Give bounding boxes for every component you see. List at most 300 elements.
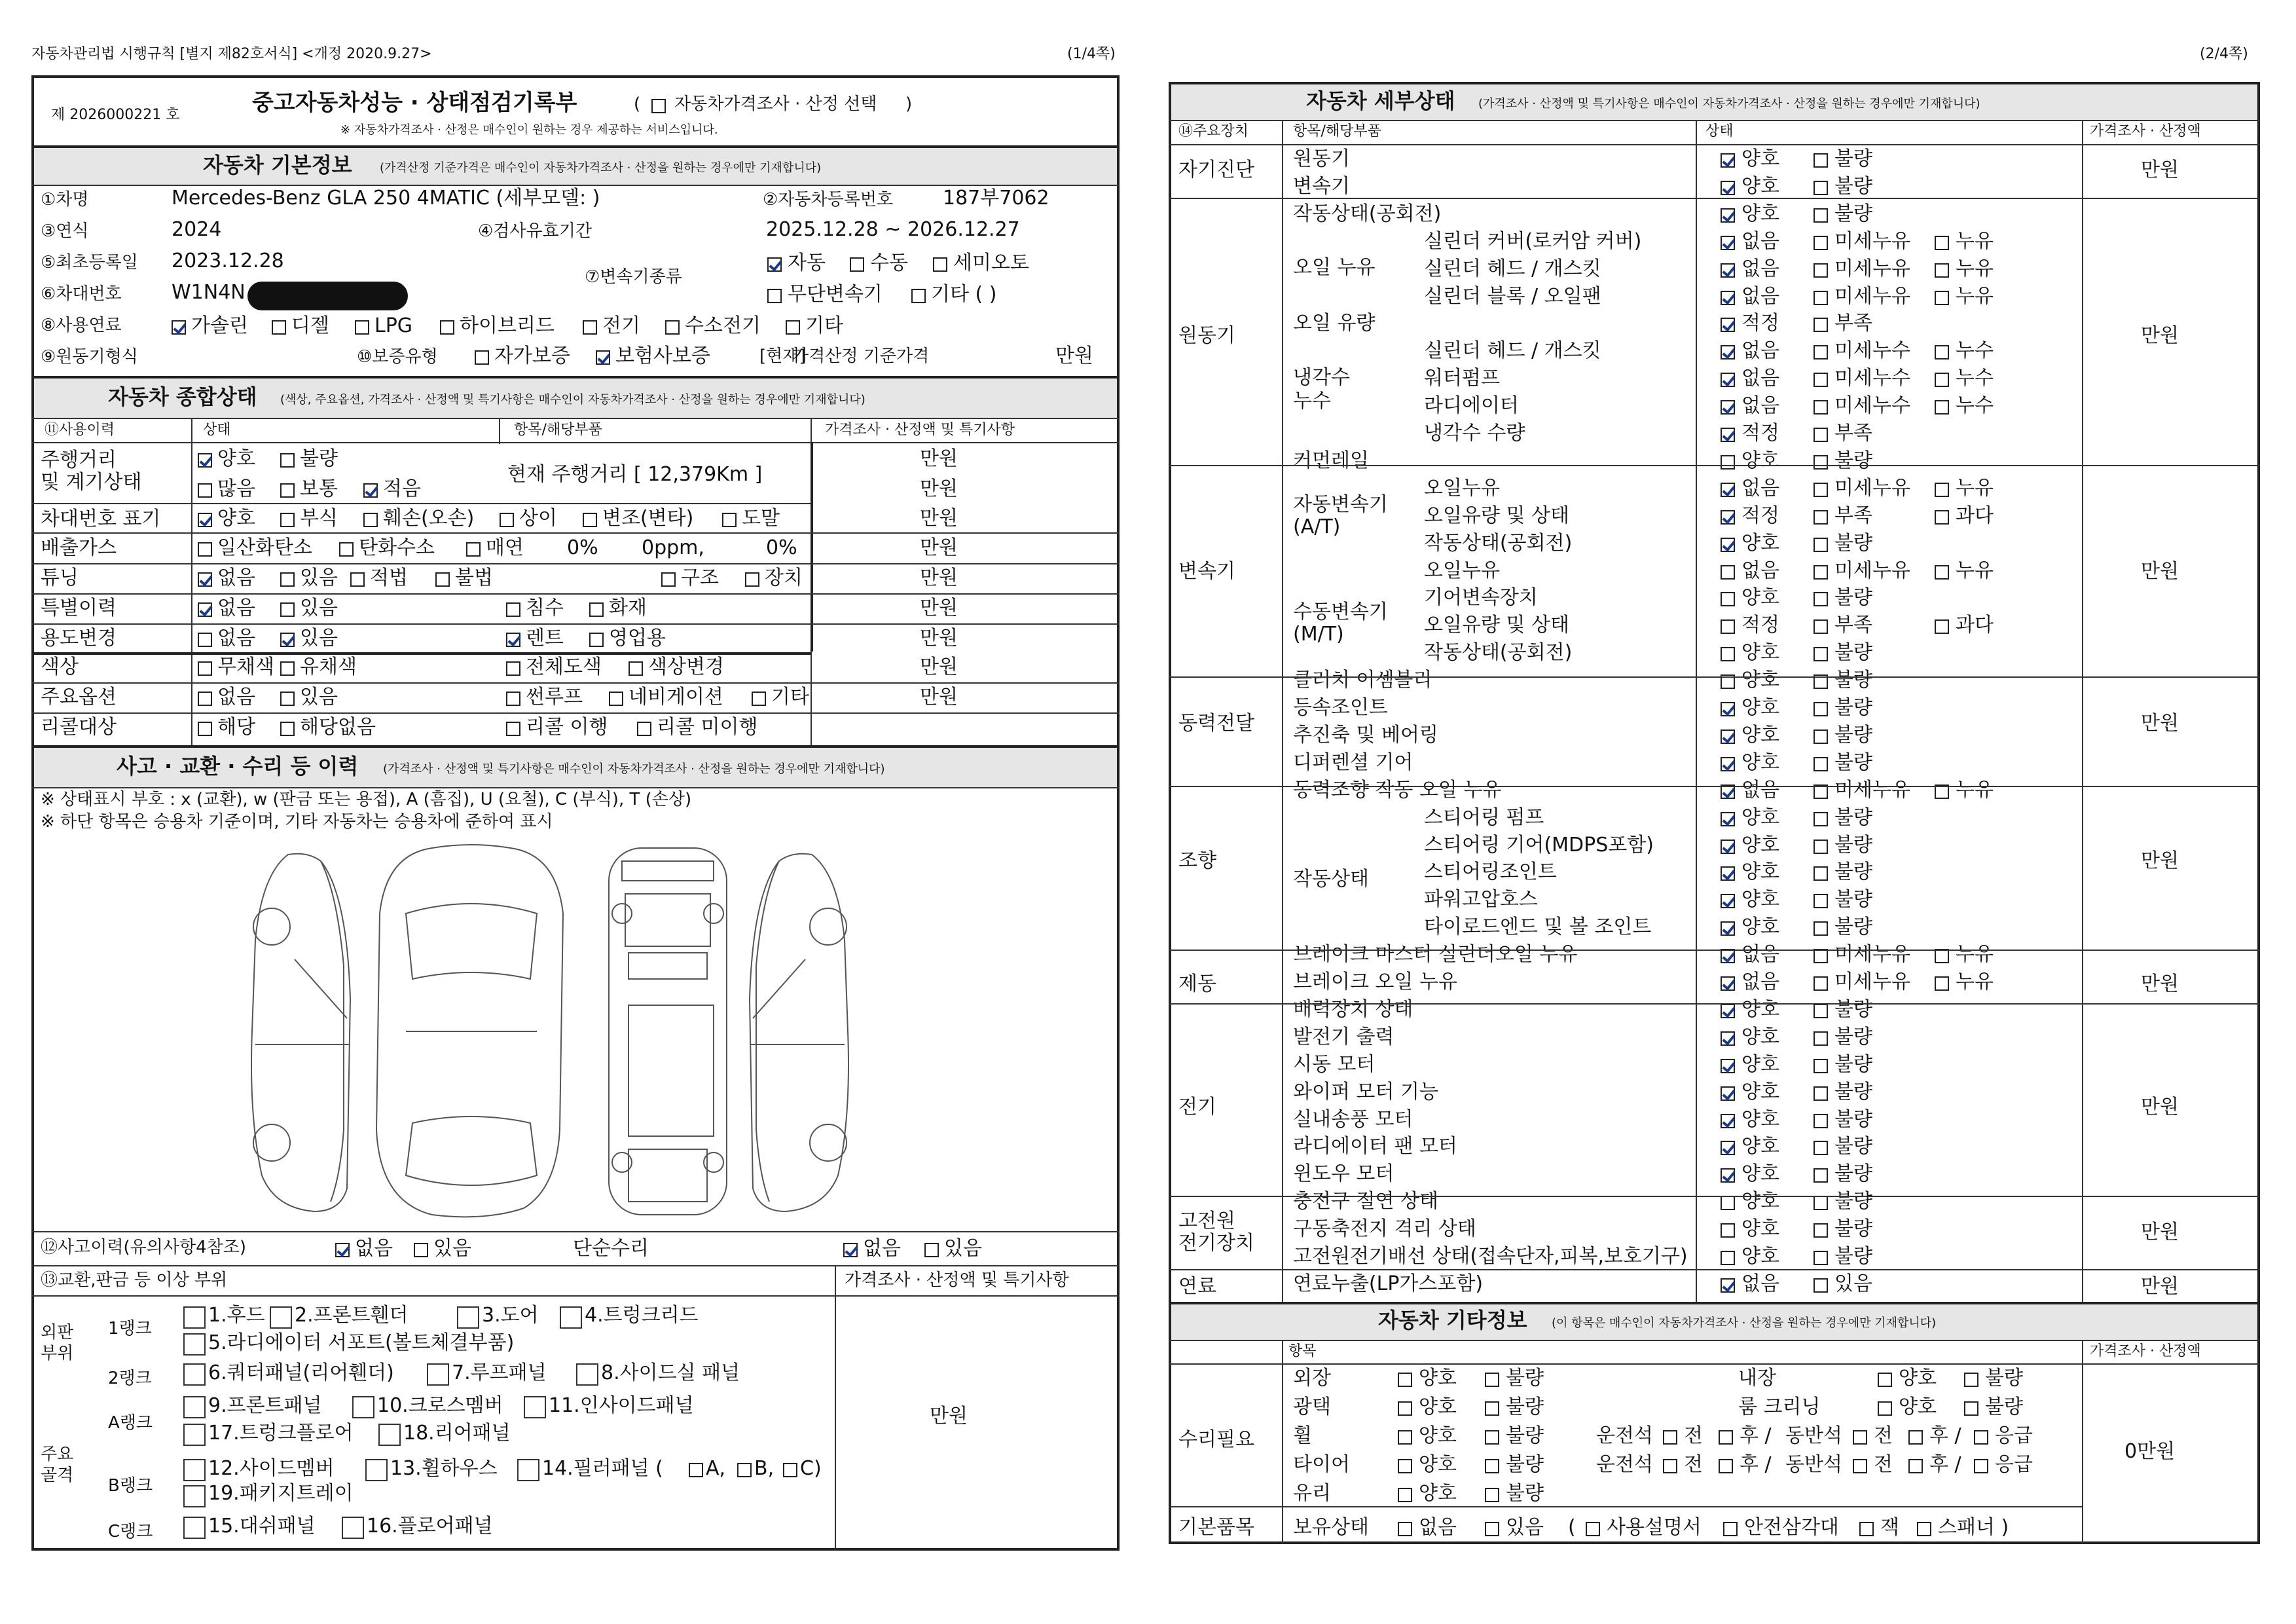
other-interior-bad-checkbox[interactable] (1964, 1373, 1978, 1387)
usage-business-label: 영업용 (609, 627, 666, 650)
mt-level-lack-checkbox[interactable] (1813, 619, 1828, 634)
at-level-lack-label: 부족 (1834, 504, 1872, 527)
simple-repair-exist-label: 있음 (944, 1237, 982, 1260)
coolant-level-proper-checkbox[interactable] (1721, 428, 1735, 442)
cyl-cover-leak-checkbox[interactable] (1935, 236, 1949, 250)
reg-number-value: 187부7062 (943, 187, 1049, 210)
tuning-label: 튜닝 (41, 566, 79, 589)
cyl-cover-none-checkbox[interactable] (1721, 236, 1735, 250)
simple-repair-none-checkbox[interactable] (843, 1243, 858, 1257)
fuel-leak-exist-checkbox[interactable] (1813, 1278, 1828, 1293)
tuning-legal-checkbox[interactable] (350, 572, 365, 587)
other-wheel-bad-checkbox[interactable] (1485, 1430, 1499, 1445)
part-4-box[interactable] (560, 1306, 582, 1329)
accident-none-checkbox[interactable] (335, 1243, 350, 1257)
price-base-bracket: [현재] (759, 346, 806, 366)
tie-rod-good-checkbox[interactable] (1721, 921, 1735, 936)
triangle-checkbox[interactable] (1723, 1522, 1738, 1536)
other-exterior-good-checkbox[interactable] (1398, 1373, 1412, 1387)
part-9-box[interactable] (183, 1396, 206, 1418)
hv-wire-bad-checkbox[interactable] (1813, 1251, 1828, 1265)
part-7-box[interactable] (427, 1363, 449, 1386)
vin-corrode-checkbox[interactable] (280, 513, 295, 527)
charge-ins-bad-checkbox[interactable] (1813, 1196, 1828, 1210)
window-bad-label: 불량 (1834, 1162, 1872, 1185)
vin-damaged-checkbox[interactable] (363, 513, 378, 527)
gauge-label: 및 계기상태 (41, 471, 142, 494)
window-good-checkbox[interactable] (1721, 1168, 1735, 1183)
manual-label: 사용설명서 (1607, 1516, 1702, 1539)
cyl-block-minor-leak-checkbox[interactable] (1813, 291, 1828, 305)
options-exist-checkbox[interactable] (280, 692, 295, 706)
diff-bad-checkbox[interactable] (1813, 757, 1828, 771)
part-2-box[interactable] (270, 1306, 292, 1329)
cyl-head2-water-checkbox[interactable] (1935, 345, 1949, 360)
item-at-leak: 오일누유 (1424, 477, 1500, 500)
other-room-bad-checkbox[interactable] (1964, 1401, 1978, 1416)
window-bad-checkbox[interactable] (1813, 1168, 1828, 1183)
other-wheel-bad-label: 불량 (1506, 1424, 1544, 1447)
pw-hose-good-checkbox[interactable] (1721, 894, 1735, 908)
part-19-box[interactable] (183, 1485, 206, 1507)
fuel-h2-checkbox[interactable] (665, 320, 680, 335)
color-chromatic-checkbox[interactable] (280, 661, 295, 676)
cyl-head-none-checkbox[interactable] (1721, 263, 1735, 278)
tuning-exist-label: 있음 (300, 566, 338, 589)
wheel-driver-front-checkbox[interactable] (1663, 1430, 1677, 1445)
special-fire-checkbox[interactable] (589, 602, 604, 617)
tire-driver-rear-checkbox[interactable] (1719, 1459, 1733, 1473)
pw-hose-bad-checkbox[interactable] (1813, 894, 1828, 908)
options-none-checkbox[interactable] (198, 692, 212, 706)
other-glass-bad-checkbox[interactable] (1485, 1488, 1499, 1502)
part-16-box[interactable] (342, 1517, 364, 1539)
part-15-box[interactable] (183, 1517, 206, 1539)
wheel-emergency-checkbox[interactable] (1974, 1430, 1988, 1445)
trans-auto-checkbox[interactable] (767, 257, 782, 272)
cv-bad-checkbox[interactable] (1813, 702, 1828, 716)
st-pump-bad-label: 불량 (1834, 806, 1872, 829)
prop-bad-checkbox[interactable] (1813, 729, 1828, 744)
mt-gear-bad-checkbox[interactable] (1813, 592, 1828, 606)
mt-leak-leak-label: 누유 (1956, 559, 1994, 582)
at-leak-minor-leak-checkbox[interactable] (1813, 483, 1828, 497)
engine-item-bad-label: 불량 (1834, 147, 1872, 170)
mt-leak-none-label: 없음 (1741, 559, 1779, 582)
mt-leak-minor-leak-checkbox[interactable] (1813, 565, 1828, 580)
prop-good-checkbox[interactable] (1721, 729, 1735, 744)
at-level-proper-checkbox[interactable] (1721, 510, 1735, 525)
radiator-none-checkbox[interactable] (1721, 400, 1735, 415)
emission-smoke-checkbox[interactable] (466, 542, 481, 557)
radiator-water-checkbox[interactable] (1935, 400, 1949, 415)
tire-pass-rear-label: 후 / (1929, 1453, 1961, 1476)
other-exterior-bad-checkbox[interactable] (1485, 1373, 1499, 1387)
other-interior-bad-label: 불량 (1985, 1367, 2023, 1390)
item-diff: 디퍼렌셜 기어 (1293, 751, 1413, 774)
mt-level-lack-label: 부족 (1834, 614, 1872, 637)
st-joint-bad-checkbox[interactable] (1813, 866, 1828, 881)
recall-not-checkbox[interactable] (637, 722, 651, 736)
br-oil-minor-leak-checkbox[interactable] (1813, 976, 1828, 991)
part-3-box[interactable] (457, 1306, 479, 1329)
engine-item-good-checkbox[interactable] (1721, 153, 1735, 168)
sub-coolant-2: 누수 (1293, 390, 1331, 413)
color-fullpaint-checkbox[interactable] (506, 661, 520, 676)
blower-bad-checkbox[interactable] (1813, 1114, 1828, 1128)
cyl-block-leak-label: 누유 (1956, 285, 1994, 308)
item-engine-item: 원동기 (1293, 147, 1350, 170)
recall-applicable-checkbox[interactable] (198, 722, 212, 736)
at-leak-none-checkbox[interactable] (1721, 483, 1735, 497)
at-level-lack-checkbox[interactable] (1813, 510, 1828, 525)
hv-wire-bad-label: 불량 (1834, 1245, 1872, 1268)
tire-pass-rear-checkbox[interactable] (1908, 1459, 1923, 1473)
radiator-minor-water-checkbox[interactable] (1813, 400, 1828, 415)
water-pump-minor-water-checkbox[interactable] (1813, 373, 1828, 387)
br-master-none-checkbox[interactable] (1721, 949, 1735, 963)
outer-panel-label-1: 외판 (41, 1323, 74, 1342)
fuel-ev-checkbox[interactable] (583, 320, 597, 335)
mt-gear-good-checkbox[interactable] (1721, 592, 1735, 606)
st-gear-good-checkbox[interactable] (1721, 840, 1735, 854)
wiper-good-checkbox[interactable] (1721, 1086, 1735, 1101)
cyl-block-none-label: 없음 (1741, 285, 1779, 308)
simple-repair-exist-checkbox[interactable] (924, 1243, 939, 1257)
br-oil-none-checkbox[interactable] (1721, 976, 1735, 991)
pillar-a-checkbox[interactable] (689, 1463, 703, 1477)
tie-rod-bad-checkbox[interactable] (1813, 921, 1828, 936)
tire-pass-front-checkbox[interactable] (1853, 1459, 1867, 1473)
trans-cvt-checkbox[interactable] (767, 289, 782, 303)
diff-good-label: 양호 (1741, 751, 1779, 774)
bat-iso-bad-checkbox[interactable] (1813, 1223, 1828, 1238)
other-room-bad-label: 불량 (1985, 1395, 2023, 1418)
usage-rent-checkbox[interactable] (506, 633, 520, 647)
mt-op-good-checkbox[interactable] (1721, 647, 1735, 661)
color-change-checkbox[interactable] (629, 661, 643, 676)
part-radiator-support: 5.라디에이터 서포트(볼트체결부품) (208, 1331, 515, 1354)
trans-item-good-label: 양호 (1741, 175, 1779, 198)
charge-ins-good-checkbox[interactable] (1721, 1196, 1735, 1210)
recall-done-checkbox[interactable] (506, 722, 520, 736)
options-sunroof-checkbox[interactable] (506, 692, 520, 706)
vin-diff-checkbox[interactable] (500, 513, 514, 527)
recall-not-label: 리콜 미이행 (657, 716, 758, 739)
spanner-checkbox[interactable] (1917, 1522, 1931, 1536)
other-gloss-bad-label: 불량 (1506, 1395, 1544, 1418)
other-glass-good-checkbox[interactable] (1398, 1488, 1412, 1502)
mileage-many-checkbox[interactable] (198, 483, 212, 498)
overall-col-item: 항목/해당부품 (514, 422, 602, 438)
br-master-leak-checkbox[interactable] (1935, 949, 1949, 963)
alt-bad-checkbox[interactable] (1813, 1031, 1828, 1046)
st-pump-bad-checkbox[interactable] (1813, 812, 1828, 826)
diff-good-checkbox[interactable] (1721, 757, 1735, 771)
starter-good-checkbox[interactable] (1721, 1059, 1735, 1073)
fuel-gasoline-checkbox[interactable] (172, 320, 186, 335)
manual-checkbox[interactable] (1586, 1522, 1600, 1536)
fuel-hybrid-checkbox[interactable] (440, 320, 454, 335)
br-master-minor-leak-label: 미세누유 (1834, 943, 1910, 966)
accident-exist-label: 있음 (433, 1237, 471, 1260)
clutch-good-label: 양호 (1741, 669, 1779, 692)
inspection-value: 2025.12.28 ~ 2026.12.27 (766, 218, 1020, 241)
detail-col-device: ⑭주요장치 (1178, 123, 1249, 139)
emission-hc-checkbox[interactable] (339, 542, 354, 557)
ps-leak-leak-label: 누유 (1956, 779, 1994, 802)
blower-good-label: 양호 (1741, 1108, 1779, 1131)
other-tire-good-checkbox[interactable] (1398, 1459, 1412, 1473)
pillar-b-label: B, (754, 1457, 774, 1480)
possess-none-checkbox[interactable] (1398, 1522, 1412, 1536)
triangle-label: 안전삼각대 (1744, 1516, 1839, 1539)
mileage-normal-checkbox[interactable] (280, 483, 295, 498)
options-other-checkbox[interactable] (752, 692, 766, 706)
other-glass-bad-label: 불량 (1506, 1482, 1544, 1505)
item-br-oil: 브레이크 오일 누유 (1293, 970, 1457, 993)
st-joint-good-checkbox[interactable] (1721, 866, 1735, 881)
other-room-good-label: 양호 (1899, 1395, 1937, 1418)
accident-exist-checkbox[interactable] (414, 1243, 428, 1257)
usage-business-checkbox[interactable] (589, 633, 604, 647)
at-op-bad-label: 불량 (1834, 532, 1872, 555)
jack-checkbox[interactable] (1859, 1522, 1874, 1536)
mileage-good-checkbox[interactable] (198, 453, 212, 468)
tuning-device-checkbox[interactable] (745, 572, 759, 587)
doc-number: 제 2026000221 호 (51, 107, 180, 123)
possess-paren: ( (1568, 1516, 1576, 1539)
tuning-structure-checkbox[interactable] (661, 572, 676, 587)
other-wheel-good-checkbox[interactable] (1398, 1430, 1412, 1445)
part-8-box[interactable] (576, 1363, 598, 1386)
accident-heading: 사고 · 교환 · 수리 등 이력 (117, 754, 359, 779)
cyl-block-none-checkbox[interactable] (1721, 291, 1735, 305)
basic-info-heading: 자동차 기본정보 (203, 153, 352, 177)
mt-op-good-label: 양호 (1741, 641, 1779, 664)
won-1: 만원 (920, 447, 958, 470)
alt-good-checkbox[interactable] (1721, 1031, 1735, 1046)
cyl-head2-none-checkbox[interactable] (1721, 345, 1735, 360)
fuel-diesel-checkbox[interactable] (272, 320, 286, 335)
cyl-head-minor-leak-checkbox[interactable] (1813, 263, 1828, 278)
op-cold-good-checkbox[interactable] (1721, 208, 1735, 223)
trans-manual-checkbox[interactable] (850, 257, 864, 272)
pillar-b-checkbox[interactable] (737, 1463, 752, 1477)
mt-leak-leak-checkbox[interactable] (1935, 565, 1949, 580)
rank-a-label: A랭크 (108, 1413, 153, 1433)
emission-pct-2: 0% (766, 536, 797, 559)
other-interior-good-checkbox[interactable] (1878, 1373, 1892, 1387)
special-exist-checkbox[interactable] (280, 602, 295, 617)
vin-stolen-checkbox[interactable] (722, 513, 737, 527)
cyl-head2-minor-water-checkbox[interactable] (1813, 345, 1828, 360)
st-gear-bad-checkbox[interactable] (1813, 840, 1828, 854)
group-electric: 전기 (1178, 1096, 1216, 1118)
jack-label: 잭 (1880, 1516, 1899, 1539)
fuel-gasoline-label: 가솔린 (191, 314, 248, 337)
at-level-excess-checkbox[interactable] (1935, 510, 1949, 525)
tire-driver-front-checkbox[interactable] (1663, 1459, 1677, 1473)
mileage-few-label: 적음 (383, 477, 421, 500)
prop-good-label: 양호 (1741, 724, 1779, 747)
detail-col-item: 항목/해당부품 (1293, 123, 1381, 139)
cyl-cover-minor-leak-checkbox[interactable] (1813, 236, 1828, 250)
special-flood-checkbox[interactable] (506, 602, 520, 617)
wheel-driver-rear-checkbox[interactable] (1719, 1430, 1733, 1445)
trans-item-bad-checkbox[interactable] (1813, 181, 1828, 195)
part-18-box[interactable] (378, 1424, 401, 1446)
mileage-bad-checkbox[interactable] (280, 453, 295, 468)
car-name-value: Mercedes-Benz GLA 250 4MATIC (세부모델: ) (172, 187, 600, 210)
recall-na-checkbox[interactable] (280, 722, 295, 736)
cv-good-label: 양호 (1741, 696, 1779, 719)
vin-good-checkbox[interactable] (198, 513, 212, 527)
common-rail-bad-label: 불량 (1834, 449, 1872, 472)
cyl-head-leak-checkbox[interactable] (1935, 263, 1949, 278)
st-pump-good-checkbox[interactable] (1721, 812, 1735, 826)
other-room-good-checkbox[interactable] (1878, 1401, 1892, 1416)
part-13-box[interactable] (365, 1459, 388, 1481)
fuel-other-checkbox[interactable] (786, 320, 800, 335)
br-oil-leak-checkbox[interactable] (1935, 976, 1949, 991)
common-rail-good-checkbox[interactable] (1721, 455, 1735, 470)
group-brake: 제동 (1178, 972, 1216, 995)
part-door: 3.도어 (482, 1304, 539, 1327)
booster-bad-checkbox[interactable] (1813, 1004, 1828, 1018)
paren-close: ) (905, 94, 913, 114)
part-1-box[interactable] (183, 1306, 206, 1329)
oil-level-proper-checkbox[interactable] (1721, 318, 1735, 332)
color-achromatic-checkbox[interactable] (198, 661, 212, 676)
part-11-box[interactable] (524, 1396, 546, 1418)
mt-gear-bad-label: 불량 (1834, 586, 1872, 609)
common-rail-bad-checkbox[interactable] (1813, 455, 1828, 470)
part-6-box[interactable] (183, 1363, 206, 1386)
water-pump-water-checkbox[interactable] (1935, 373, 1949, 387)
fan-good-checkbox[interactable] (1721, 1141, 1735, 1155)
part-10-box[interactable] (352, 1396, 374, 1418)
part-trunk-floor: 17.트렁크플로어 (208, 1422, 354, 1445)
tuning-exist-checkbox[interactable] (280, 572, 295, 587)
pw-hose-good-label: 양호 (1741, 888, 1779, 911)
other-gloss-bad-checkbox[interactable] (1485, 1401, 1499, 1416)
emission-smoke-label: 매연 (486, 536, 524, 559)
water-pump-none-checkbox[interactable] (1721, 373, 1735, 387)
oil-level-lack-label: 부족 (1834, 312, 1872, 335)
emission-co-checkbox[interactable] (198, 542, 212, 557)
tuning-none-checkbox[interactable] (198, 572, 212, 587)
st-gear-bad-label: 불량 (1834, 834, 1872, 857)
item-common-rail: 커먼레일 (1293, 449, 1369, 472)
other-gloss-good-checkbox[interactable] (1398, 1401, 1412, 1416)
possess-exist-checkbox[interactable] (1485, 1522, 1499, 1536)
price-check-select-checkbox[interactable] (651, 99, 666, 113)
starter-bad-checkbox[interactable] (1813, 1059, 1828, 1073)
coolant-level-lack-checkbox[interactable] (1813, 428, 1828, 442)
pillar-a-label: A, (706, 1457, 726, 1480)
mileage-few-checkbox[interactable] (363, 483, 378, 498)
wheel-pass-rear-checkbox[interactable] (1908, 1430, 1923, 1445)
trans-auto-label: 자동 (788, 251, 826, 274)
tuning-illegal-label: 불법 (455, 566, 493, 589)
oil-level-lack-checkbox[interactable] (1813, 318, 1828, 332)
cv-good-checkbox[interactable] (1721, 702, 1735, 716)
charge-ins-bad-label: 불량 (1834, 1190, 1872, 1213)
item-st-joint: 스티어링조인트 (1424, 860, 1557, 883)
part-5-box[interactable] (183, 1333, 206, 1356)
warranty-insurance-checkbox[interactable] (596, 350, 610, 365)
part-12-box[interactable] (183, 1459, 206, 1481)
hv-wire-good-checkbox[interactable] (1721, 1251, 1735, 1265)
options-navi-checkbox[interactable] (609, 692, 623, 706)
inspection-label: ④검사유효기간 (478, 221, 592, 241)
mileage-label: 주행거리 (41, 449, 117, 471)
op-cold-bad-checkbox[interactable] (1813, 208, 1828, 223)
trans-semi-checkbox[interactable] (933, 257, 947, 272)
fuel-label: ⑧사용연료 (41, 316, 122, 335)
tire-emergency-checkbox[interactable] (1974, 1459, 1988, 1473)
recall-applicable-label: 해당 (217, 716, 255, 739)
part-14-box[interactable] (517, 1459, 539, 1481)
special-exist-label: 있음 (300, 597, 338, 619)
trans-item-good-checkbox[interactable] (1721, 181, 1735, 195)
clutch-bad-label: 불량 (1834, 669, 1872, 692)
group-transmission: 변속기 (1178, 560, 1235, 583)
engine-item-bad-checkbox[interactable] (1813, 153, 1828, 168)
cyl-block-leak-checkbox[interactable] (1935, 291, 1949, 305)
other-wheel-label: 휠 (1293, 1424, 1312, 1447)
usage-none-checkbox[interactable] (198, 633, 212, 647)
mt-level-excess-checkbox[interactable] (1935, 619, 1949, 634)
trans-other-checkbox[interactable] (911, 289, 926, 303)
item-wiper: 와이퍼 모터 기능 (1293, 1080, 1438, 1103)
blower-good-checkbox[interactable] (1721, 1114, 1735, 1128)
pillar-c-checkbox[interactable] (783, 1463, 797, 1477)
item-trans-item: 변속기 (1293, 175, 1350, 198)
warranty-self-checkbox[interactable] (475, 350, 489, 365)
vin-altered-checkbox[interactable] (583, 513, 597, 527)
prop-bad-label: 불량 (1834, 724, 1872, 747)
bat-iso-good-checkbox[interactable] (1721, 1223, 1735, 1238)
other-wheel-passenger-label: 동반석 (1785, 1424, 1842, 1447)
at-op-bad-checkbox[interactable] (1813, 538, 1828, 552)
wiper-bad-checkbox[interactable] (1813, 1086, 1828, 1101)
vin-diff-label: 상이 (519, 507, 557, 530)
mt-level-proper-checkbox[interactable] (1721, 619, 1735, 634)
at-op-good-checkbox[interactable] (1721, 538, 1735, 552)
part-17-box[interactable] (183, 1424, 206, 1446)
usage-exist-checkbox[interactable] (280, 633, 295, 647)
booster-good-checkbox[interactable] (1721, 1004, 1735, 1018)
br-master-minor-leak-checkbox[interactable] (1813, 949, 1828, 963)
mt-leak-none-checkbox[interactable] (1721, 565, 1735, 580)
trans-item-bad-label: 불량 (1834, 175, 1872, 198)
other-tire-bad-checkbox[interactable] (1485, 1459, 1499, 1473)
fan-bad-checkbox[interactable] (1813, 1141, 1828, 1155)
fuel-lpg-checkbox[interactable] (355, 320, 369, 335)
at-leak-leak-checkbox[interactable] (1935, 483, 1949, 497)
wiper-good-label: 양호 (1741, 1080, 1779, 1103)
wheel-pass-front-checkbox[interactable] (1853, 1430, 1867, 1445)
special-none-checkbox[interactable] (198, 602, 212, 617)
mt-op-bad-checkbox[interactable] (1813, 647, 1828, 661)
cyl-head-none-label: 없음 (1741, 257, 1779, 280)
vin-damaged-label: 훼손(오손) (383, 507, 475, 530)
tuning-illegal-checkbox[interactable] (435, 572, 450, 587)
fuel-leak-none-checkbox[interactable] (1721, 1278, 1735, 1293)
item-oil-level: 오일 유량 (1293, 312, 1376, 335)
